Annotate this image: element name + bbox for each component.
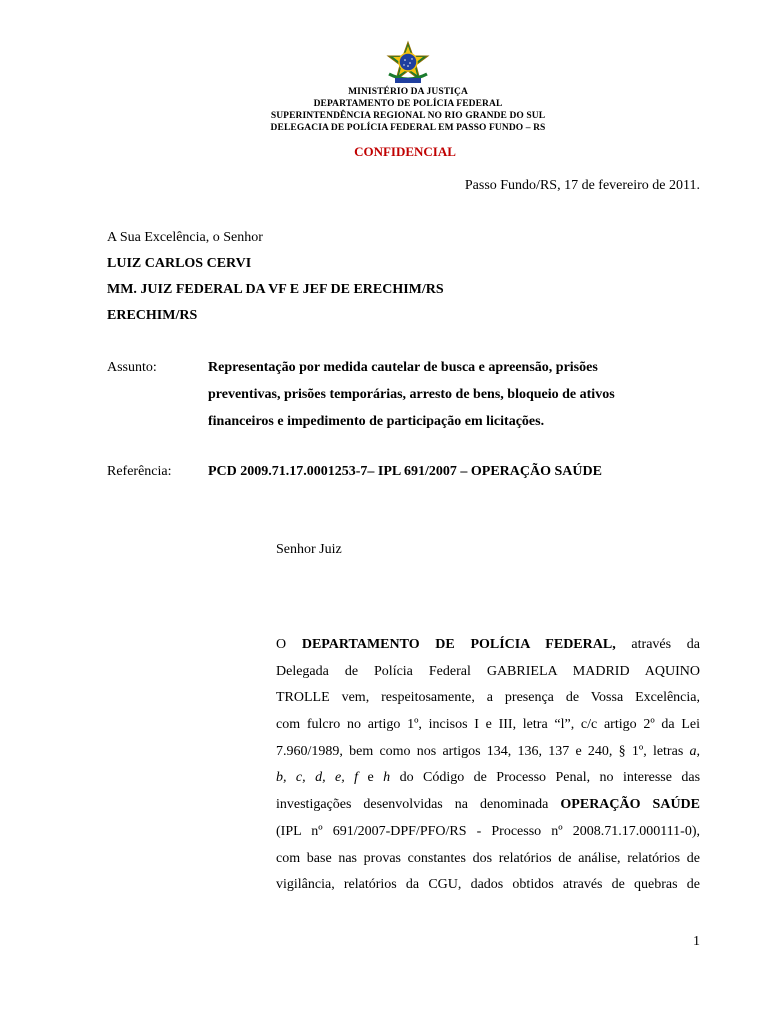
greeting: Senhor Juiz [276, 542, 342, 557]
body-line: O DEPARTAMENTO DE POLÍCIA FEDERAL, através da [276, 637, 700, 652]
subject-line: financeiros e impedimento de participação em licitações. [208, 414, 545, 429]
brazil-coat-of-arms-icon [385, 40, 431, 86]
addressee-title: MM. JUIZ FEDERAL DA VF E JEF DE ERECHIM/RS [107, 282, 444, 297]
addressee-salutation: A Sua Excelência, o Senhor [107, 230, 263, 245]
body-paragraph [276, 632, 700, 899]
subject-label: Assunto: [107, 360, 157, 375]
classification-label: CONFIDENCIAL [354, 144, 456, 159]
header-department: DEPARTAMENTO DE POLÍCIA FEDERAL [313, 99, 503, 109]
addressee-city: ERECHIM/RS [107, 308, 198, 323]
subject-text [208, 354, 648, 435]
body-line: 7.960/1989, bem como nos artigos 134, 136, 137 e 240, § 1º, letras a, [276, 743, 700, 759]
date-line: Passo Fundo/RS, 17 de fevereiro de 2011. [464, 178, 700, 193]
reference-label: Referência: [107, 464, 172, 479]
body-line: TROLLE vem, respeitosamente, a presença de Vossa Excelência, [276, 690, 700, 706]
reference-text: PCD 2009.71.17.0001253-7– IPL 691/2007 – OPERAÇÃO SAÚDE [208, 464, 602, 479]
header-ministry: MINISTÉRIO DA JUSTIÇA [348, 87, 468, 97]
body-line: com fulcro no artigo 1º, incisos I e III, letra “l”, c/c artigo 2º da Lei [276, 717, 700, 733]
page-number: 1 [693, 934, 700, 949]
subject-line: Representação por medida cautelar de busca e apreensão, prisões [208, 360, 598, 375]
body-line: Delegada de Polícia Federal GABRIELA MADRID AQUINO [276, 663, 700, 679]
header-delegacy: DELEGACIA DE POLÍCIA FEDERAL EM PASSO FUNDO – RS [270, 123, 546, 133]
body-line: investigações desenvolvidas na denominada OPERAÇÃO SAÚDE [276, 797, 700, 813]
body-line: vigilância, relatórios da CGU, dados obtidos através de quebras de [276, 877, 700, 893]
subject-line: preventivas, prisões temporárias, arresto de bens, bloqueio de ativos [208, 387, 615, 402]
body-line: b, c, d, e, f e h do Código de Processo Penal, no interesse das [276, 770, 701, 786]
header-superintendency: SUPERINTENDÊNCIA REGIONAL NO RIO GRANDE DO SUL [270, 111, 546, 121]
body-line: com base nas provas constantes dos relatórios de análise, relatórios de [276, 850, 700, 866]
body-line: (IPL nº 691/2007-DPF/PFO/RS - Processo nº 2008.71.17.000111-0), [276, 823, 700, 839]
addressee-name: LUIZ CARLOS CERVI [107, 256, 252, 271]
